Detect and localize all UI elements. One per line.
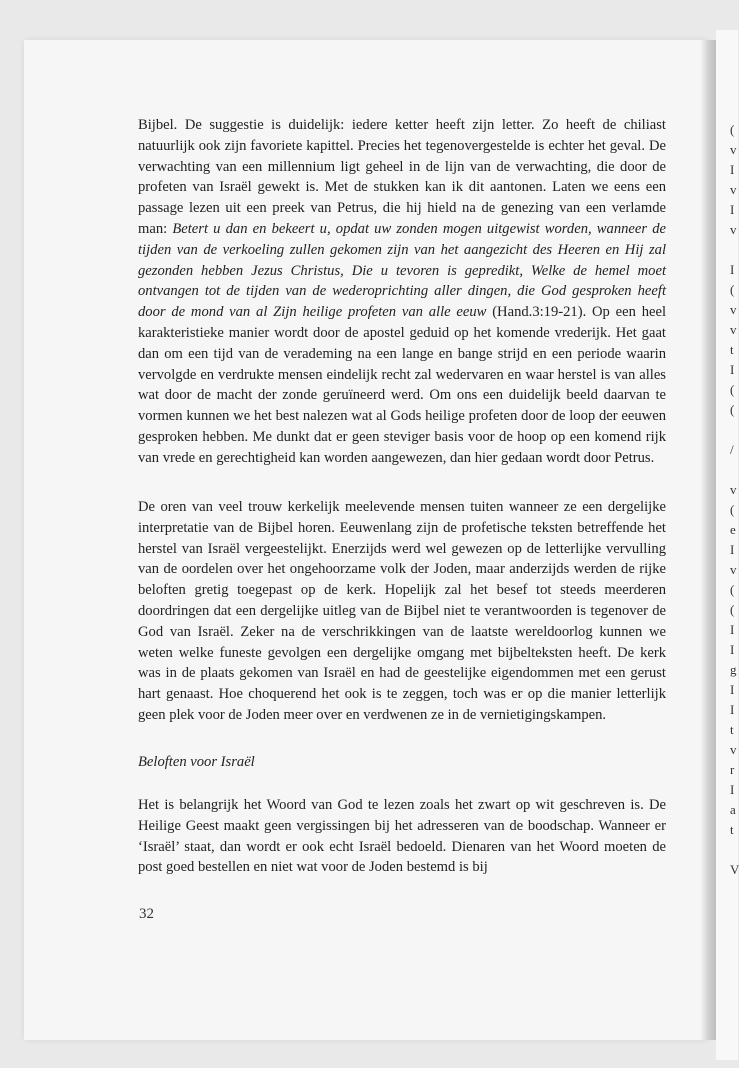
adjacent-page-glyph: v (730, 142, 737, 157)
paragraph-3-text: Het is belangrijk het Woord van God te lezen zoals het zwart op wit geschreven is. De Heilige Geest maakt geen vergissingen bij het adresseren van de boodschap. Wanneer er ‘Israël’ staat, dan wordt er ook echt Israël bedoeld. Dienaren van het Woord moeten de post goed bestellen en niet wat voor de Joden bestemd is bij (138, 797, 666, 876)
adjacent-page-glyph: e (730, 522, 736, 537)
adjacent-page-glyph: I (730, 202, 735, 217)
adjacent-page-glyph: ( (730, 402, 735, 417)
adjacent-page-glyph: a (730, 802, 736, 817)
paragraph-2-text: De oren van veel trouw kerkelijk meelevende mensen tuiten wanneer ze een dergelijke interpretatie van de Bijbel horen. Eeuwenlang zijn de profetische teksten betreffende het herstel van Israël vergeestelijkt. Enerzijds werd wel gewezen op de letterlijke vervulling van de oordelen over het ongehoorzame volk der Joden, maar anderzijds werden de rijke beloften gretig toegepast op de kerk. Hopelijk zal het besef tot steeds meerderen doordringen dat een dergelijke uitleg van de Bijbel niet te verantwoorden is tegenover de God van Israël. Zeker na de verschrikkingen van de laatste wereldoorlog kunnen we weten welke funeste gevolgen een dergelijke omgang met bijbelteksten heeft. De kerk was in de plaats gekomen van Israël en had de geestelijke eigendommen met een gerust hart genaast. Hoe choquerend het ook is te zeggen, toch was er op die manier letterlijk geen plek voor de Joden meer over en verdwenen ze in de vernietigingskampen. (138, 499, 666, 723)
page-number: 32 (139, 906, 154, 922)
adjacent-page-glyph: ( (730, 282, 735, 297)
paragraph-1-intro: Bijbel. De suggestie is duidelijk: iedere ketter heeft zijn letter. Zo heeft de chiliast natuurlijk ook zijn favoriete kapittel. Precies het tegenovergestelde is echter het geval. De verwachting van een millennium ligt geheel in de lijn van de verwachting, die door de profeten van Israël gewekt is. Met de stukken kan ik dit aantonen. Laten we eens een passage lezen uit een preek van Petrus, die hij hield na de genezing van een verlamde man: (138, 117, 666, 237)
adjacent-page-edge (716, 30, 738, 1060)
adjacent-page-glyph: v (730, 322, 737, 337)
adjacent-page-glyph: I (730, 542, 735, 557)
adjacent-page-glyph: g (730, 662, 737, 677)
adjacent-page-glyph: r (730, 762, 735, 777)
adjacent-page-glyph: ( (730, 602, 735, 617)
adjacent-page-glyph: v (730, 222, 737, 237)
adjacent-page-glyph: I (730, 622, 735, 637)
adjacent-page-glyph: t (730, 722, 734, 737)
adjacent-page-glyph: I (730, 262, 735, 277)
adjacent-page-glyph: I (730, 702, 735, 717)
adjacent-page-glyph: v (730, 742, 737, 757)
adjacent-page-glyph: I (730, 782, 735, 797)
paragraph-1-rest: (Hand.3:19-21). Op een heel karakteristieke manier wordt door de apostel geduid op het komende vrederijk. Het gaat dan om een tijd van de verademing na een lange en bange strijd en een periode waarin vervolgde en verdrukte mensen eindelijk recht zal wedervaren en waar herstel is van alles wat door de macht der zonde geruïneerd werd. Om ons een duidelijk beeld daarvan te vormen kunnen we het best nalezen wat al Gods heilige profeten door de loop der eeuwen gesproken hebben. Me dunkt dat er geen steviger basis voor de hoop op een komend rijk van vrede en gerechtigheid kan worden aangewezen, dan hier gedaan wordt door Petrus. (138, 304, 667, 466)
adjacent-page-glyph: ( (730, 582, 735, 597)
adjacent-page-glyph: / (730, 442, 734, 457)
adjacent-page-glyph: I (730, 682, 735, 697)
adjacent-page-glyph: ( (730, 122, 735, 137)
adjacent-page-glyph: I (730, 162, 735, 177)
adjacent-page-glyph: v (730, 182, 737, 197)
adjacent-page-glyph: ( (730, 502, 735, 517)
page-gutter-shadow (700, 40, 716, 1040)
body-paragraph-1 (138, 115, 666, 469)
adjacent-page-glyph: ( (730, 382, 735, 397)
adjacent-page-glyph: V (730, 862, 739, 877)
scripture-quote: Betert u dan en bekeert u, opdat uw zonden mogen uitgewist worden, wanneer de tijden van de verkoeling zullen gekomen zijn van het aangezicht des Heeren en Hij zal gezonden hebben Jezus Christus, Die u tevoren is gepredikt, Welke de hemel moet ontvangen tot de tijden van de wederoprichting aller dingen, die God gesproken heeft door de mond van al Zijn heilige profeten van alle eeuw (138, 220, 666, 321)
adjacent-page-glyph: I (730, 362, 735, 377)
section-heading: Beloften voor Israël (138, 754, 255, 770)
adjacent-page-glyph: v (730, 562, 737, 577)
adjacent-page-glyph: v (730, 482, 737, 497)
adjacent-page-glyph: I (730, 642, 735, 657)
adjacent-page-glyph: t (730, 822, 734, 837)
adjacent-page-glyph: t (730, 342, 734, 357)
adjacent-page-glyph: v (730, 302, 737, 317)
body-paragraph-3 (138, 795, 666, 878)
body-paragraph-2 (138, 497, 666, 726)
